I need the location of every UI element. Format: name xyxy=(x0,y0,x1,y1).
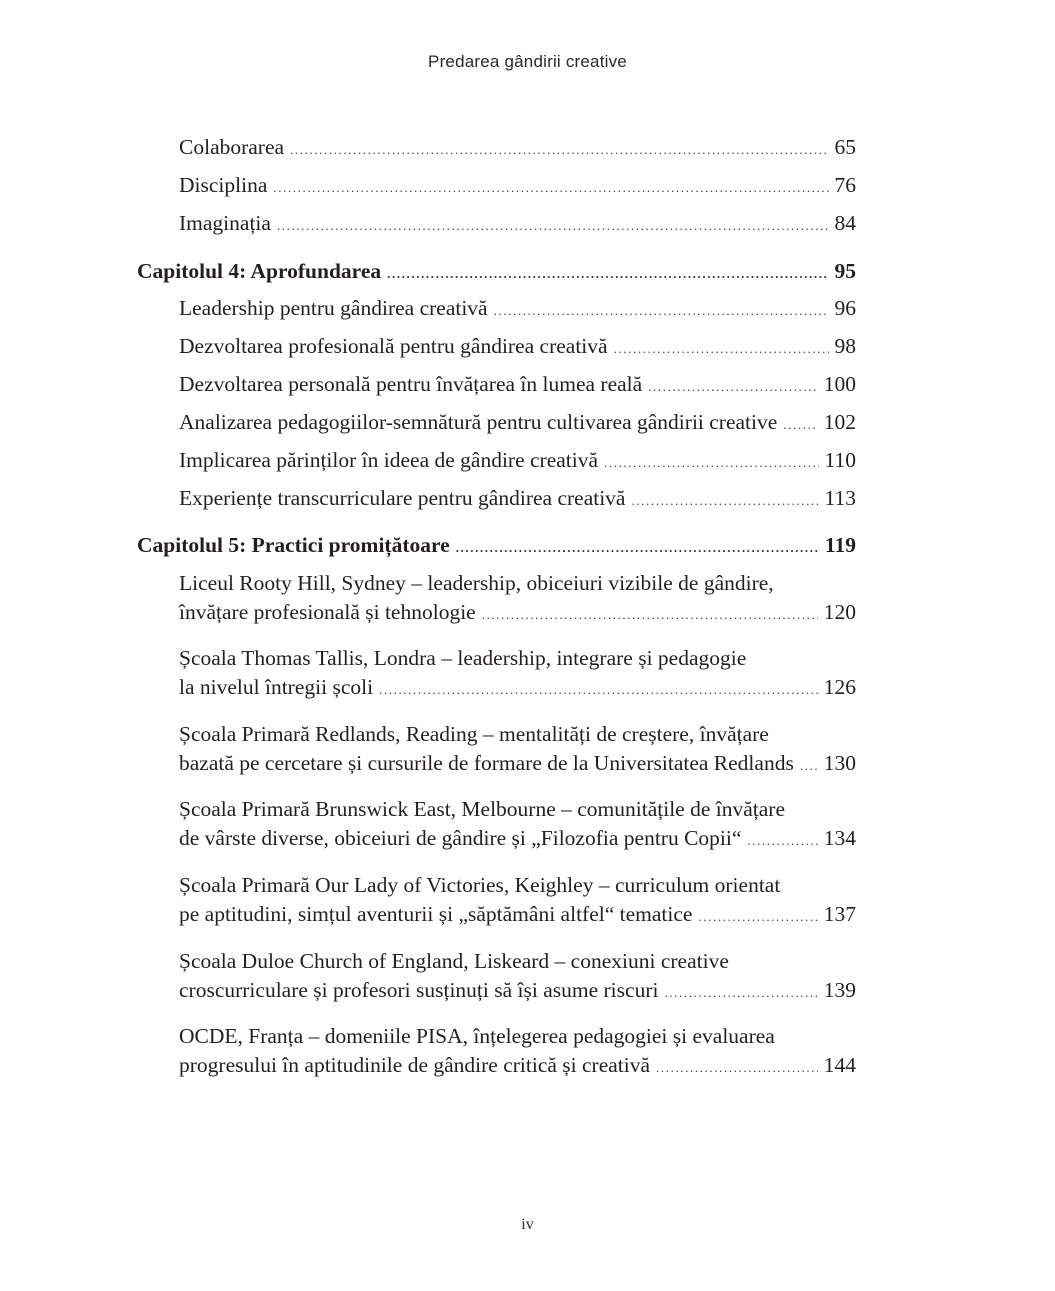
toc-entry-title-line2: croscurriculare și profesori susținuți să își asume riscuri xyxy=(179,978,659,1002)
toc-entry xyxy=(179,128,856,166)
toc-entry-page: 65 xyxy=(834,135,856,159)
toc-entry-title: Colaborarea xyxy=(179,135,285,159)
toc-entry-title: Dezvoltarea profesională pentru gândirea creativă xyxy=(179,334,608,358)
dot-leader xyxy=(614,330,829,368)
running-head: Predarea gândirii creative xyxy=(428,52,627,71)
dot-leader xyxy=(648,368,818,406)
toc-entry-title: Implicarea părinților în ideea de gândire creativă xyxy=(179,448,599,472)
toc-entry-page: 113 xyxy=(824,486,856,510)
dot-leader xyxy=(698,898,817,936)
toc-entry-line2 xyxy=(179,895,856,933)
toc-entry-title: Experiențe transcurriculare pentru gândirea creativă xyxy=(179,486,626,510)
dot-leader xyxy=(379,671,818,709)
toc-entry-title: Disciplina xyxy=(179,173,268,197)
toc-entry-page: 96 xyxy=(834,296,856,320)
dot-leader xyxy=(494,292,829,330)
toc-entry xyxy=(179,327,856,365)
page-number: iv xyxy=(521,1216,534,1233)
toc-entry-title-line1: Școala Primară Redlands, Reading – mentalități de creștere, învățare xyxy=(179,722,769,746)
toc-entry-line2 xyxy=(179,819,856,857)
toc-entry-page: 120 xyxy=(823,600,856,624)
toc-entry xyxy=(179,166,856,204)
toc-entry-title-line2: de vârste diverse, obiceiuri de gândire și „Filozofia pentru Copii“ xyxy=(179,826,742,850)
toc-entry-page: 137 xyxy=(823,902,856,926)
toc-entry-title: Imaginația xyxy=(179,211,271,235)
dot-leader xyxy=(482,596,818,634)
dot-leader xyxy=(387,255,828,293)
toc-entry-page: 102 xyxy=(823,410,856,434)
toc-entry-title-line2: pe aptitudini, simțul aventurii și „săptămâni altfel“ tematice xyxy=(179,902,693,926)
dot-leader xyxy=(800,747,818,785)
toc-entry-title-line1: OCDE, Franța – domeniile PISA, înțelegerea pedagogiei și evaluarea xyxy=(179,1024,775,1048)
toc-entry-title: Leadership pentru gândirea creativă xyxy=(179,296,488,320)
toc-entry-title-line1: Școala Thomas Tallis, Londra – leadership, integrare și pedagogie xyxy=(179,646,747,670)
chapter-title: Capitolul 4: Aprofundarea xyxy=(137,259,382,283)
toc-entry-page: 130 xyxy=(823,751,856,775)
toc-entry-page: 110 xyxy=(824,448,856,472)
toc-entry-page: 98 xyxy=(834,334,856,358)
toc-entry-page: 76 xyxy=(834,173,856,197)
chapter-title: Capitolul 5: Practici promițătoare xyxy=(137,533,450,557)
toc-entry-page: 100 xyxy=(823,372,856,396)
dot-leader xyxy=(631,482,818,520)
toc-entry-title: Analizarea pedagogiilor-semnătură pentru cultivarea gândirii creative xyxy=(179,410,778,434)
toc-entry-line2 xyxy=(179,1046,856,1084)
toc-entry-page: 126 xyxy=(823,675,856,699)
toc-entry-title-line1: Școala Primară Our Lady of Victories, Keighley – curriculum orientat xyxy=(179,873,781,897)
dot-leader xyxy=(747,822,817,860)
toc-entry-line2 xyxy=(179,744,856,782)
chapter-page: 95 xyxy=(834,259,856,283)
toc-entry-line2 xyxy=(179,971,856,1009)
toc-entry-title-line1: Liceul Rooty Hill, Sydney – leadership, obiceiuri vizibile de gândire, xyxy=(179,571,774,595)
chapter-heading xyxy=(137,252,856,290)
toc-entry-line2 xyxy=(179,668,856,706)
dot-leader xyxy=(273,169,828,207)
toc-entry-title-line1: Școala Primară Brunswick East, Melbourne – comunitățile de învățare xyxy=(179,797,785,821)
toc-entry xyxy=(179,479,856,517)
dot-leader xyxy=(664,974,817,1012)
dot-leader xyxy=(456,529,819,567)
dot-leader xyxy=(656,1049,818,1087)
dot-leader xyxy=(277,207,829,245)
toc-entry-title: Dezvoltarea personală pentru învățarea în lumea reală xyxy=(179,372,643,396)
dot-leader xyxy=(290,131,828,169)
toc-entry xyxy=(179,289,856,327)
toc-entry-line2 xyxy=(179,593,856,631)
toc-entry-page: 84 xyxy=(834,211,856,235)
chapter-heading xyxy=(137,526,856,564)
toc-entry xyxy=(179,403,856,441)
toc-entry-page: 139 xyxy=(823,978,856,1002)
toc-entry-page: 134 xyxy=(823,826,856,850)
toc-entry xyxy=(179,365,856,403)
dot-leader xyxy=(783,406,817,444)
chapter-page: 119 xyxy=(824,533,856,557)
toc-entry xyxy=(179,441,856,479)
toc-entry-title-line1: Școala Duloe Church of England, Liskeard – conexiuni creative xyxy=(179,949,729,973)
toc-entry xyxy=(179,204,856,242)
toc-entry-title-line2: bazată pe cercetare și cursurile de formare de la Universitatea Redlands xyxy=(179,751,794,775)
toc-entry-page: 144 xyxy=(823,1053,856,1077)
dot-leader xyxy=(604,444,819,482)
toc-entry-title-line2: progresului în aptitudinile de gândire critică și creativă xyxy=(179,1053,651,1077)
toc-entry-title-line2: învățare profesională și tehnologie xyxy=(179,600,476,624)
toc-entry-title-line2: la nivelul întregii școli xyxy=(179,675,374,699)
